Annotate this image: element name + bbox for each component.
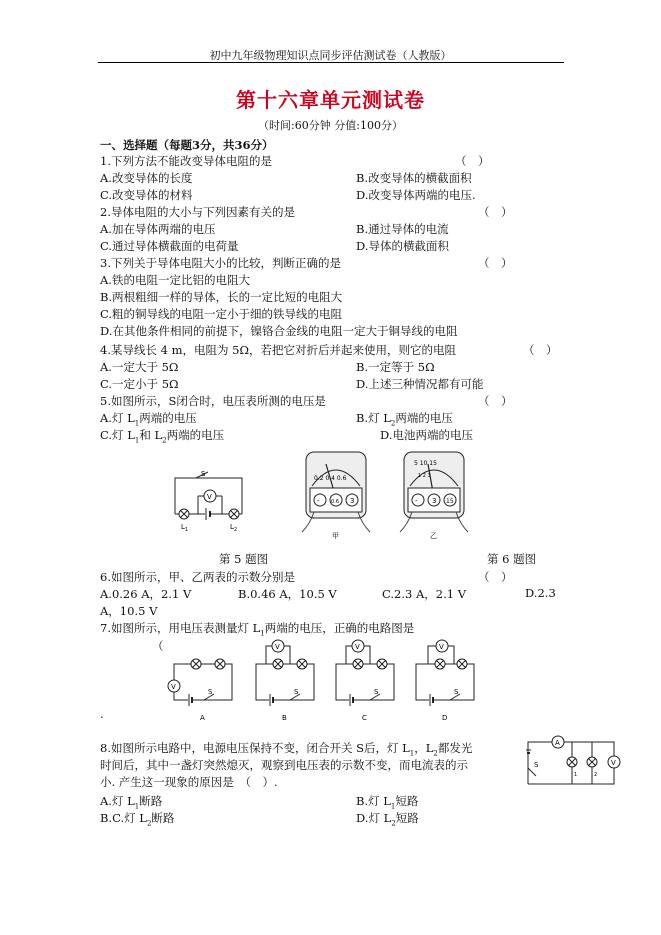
- q4-option-b: B.一定等于 5Ω: [356, 360, 435, 374]
- q8-option-d: D.灯 $L_2$短路: [356, 811, 419, 828]
- meter-jia-terminal-06: 0.6: [331, 499, 339, 505]
- meter-yi-terminal-3: 3: [432, 497, 437, 505]
- svg-text:V: V: [275, 643, 280, 651]
- fig5-circuit: [170, 468, 250, 533]
- fig5-lamp2-label: $L_2$: [230, 523, 238, 533]
- page-title: 第十六章单元测试卷: [236, 88, 425, 112]
- header-rule: [98, 62, 564, 63]
- q6-option-b: B.0.46 A，10.5 V: [238, 587, 337, 601]
- q7-label-d: D: [442, 714, 448, 722]
- q6-option-a: A.0.26 A，2.1 V: [100, 587, 192, 601]
- fig5-voltmeter-label: V: [207, 493, 212, 501]
- q8-circuit: [522, 734, 622, 792]
- q7-label-b: B: [282, 714, 287, 722]
- q8-option-a: A.灯 $L_1$断路: [100, 794, 163, 811]
- fig6-meter-jia: [300, 450, 372, 542]
- q6-option-d: D.2.3: [525, 586, 556, 600]
- q1-option-d: D.改变导体两端的电压.: [356, 188, 476, 202]
- q2-option-c: C.通过导体横截面的电荷量: [100, 239, 239, 253]
- q1-option-a: A.改变导体的长度: [100, 171, 193, 185]
- q8-lamp1-sub: 1: [574, 772, 578, 778]
- svg-text:S: S: [208, 688, 213, 696]
- q5-option-a: A.灯 $L_1$两端的电压: [100, 411, 197, 428]
- q1-option-c: C.改变导体的材料: [100, 188, 193, 202]
- svg-text:S: S: [294, 688, 299, 696]
- q2-option-a: A.加在导体两端的电压: [100, 222, 216, 236]
- q7-stem: 7.如图所示，用电压表测量灯 $L_1$两端的电压，正确的电路图是: [100, 621, 415, 638]
- running-header: 初中九年级物理知识点同步评估测试卷（人教版）: [209, 49, 452, 62]
- q6-option-c: C.2.3 A，2.1 V: [382, 587, 467, 601]
- q3-option-a: A.铁的电阻一定比铝的电阻大: [100, 273, 250, 287]
- meter-yi-label: 乙: [430, 532, 437, 540]
- svg-text:V: V: [355, 643, 360, 651]
- q5-option-b: B.灯 $L_2$两端的电压: [356, 411, 453, 428]
- q8-voltmeter-label: V: [611, 759, 616, 767]
- q7-answer-paren: （: [152, 639, 164, 653]
- q8-option-b: B.灯 $L_1$短路: [356, 794, 419, 811]
- q4-option-a: A.一定大于 5Ω: [100, 360, 179, 374]
- q8-lamp2-sub: 2: [594, 772, 598, 778]
- q6-answer-paren: （ ）: [478, 570, 513, 584]
- svg-text:V: V: [439, 643, 444, 651]
- q2-answer-paren: （ ）: [478, 205, 513, 219]
- q8-switch-label: S: [534, 761, 539, 769]
- fig6-caption: 第 6 题图: [487, 552, 537, 566]
- q1-option-b: B.改变导体的横截面积: [356, 171, 472, 185]
- meter-jia-scale: 0.2 0.4 0.6: [314, 475, 347, 482]
- q3-option-c: C.粗的铜导线的电阻一定小于细的铁导线的电阻: [100, 307, 343, 321]
- svg-text:S: S: [374, 688, 379, 696]
- q7-label-a: A: [200, 714, 205, 722]
- meter-yi-inner-scale: 1 2 3: [418, 473, 431, 479]
- q2-option-b: B.通过导体的电流: [356, 222, 449, 236]
- q4-option-d: D.上述三种情况都有可能: [356, 377, 484, 391]
- exam-info: （时间:60分钟 分值:100分）: [258, 119, 403, 132]
- q3-answer-paren: （ ）: [478, 256, 513, 270]
- q3-option-b: B.两根粗细一样的导体，长的一定比短的电阻大: [100, 290, 343, 304]
- q4-answer-paren: （ ）: [523, 343, 558, 357]
- q8-line1: 8.如图所示电路中，电源电压保持不变，闭合开关 S后，灯 $L_1$，$L_2$都发光: [100, 741, 473, 758]
- fig5-lamp1-label: $L_1$: [181, 523, 189, 533]
- q6-stem: 6.如图所示，甲、乙两表的示数分别是: [100, 570, 295, 584]
- meter-jia-terminal-3: 3: [350, 497, 355, 505]
- meter-jia-terminal-neg: -: [317, 497, 320, 505]
- q4-stem: 4.某导线长 4 m，电阻为 5Ω，若把它对折后并起来使用，则它的电阻: [100, 343, 457, 357]
- q7-circuit-options: [160, 634, 480, 726]
- q4-option-c: C.一定小于 5Ω: [100, 377, 179, 391]
- q7-label-c: C: [362, 714, 367, 722]
- meter-yi-terminal-15: 15: [446, 498, 454, 505]
- svg-text:S: S: [454, 688, 459, 696]
- q2-option-d: D.导体的横截面积: [356, 239, 449, 253]
- q8-line3: 小. 产生这一现象的原因是 （ ）.: [100, 775, 278, 789]
- q5-answer-paren: （ ）: [478, 394, 513, 408]
- q5-option-d: D.电池两端的电压: [380, 428, 473, 442]
- q8-ammeter-label: A: [555, 739, 560, 747]
- q8-option-c: B.C.灯 $L_2$断路: [100, 811, 175, 828]
- q5-stem: 5.如图所示，S闭合时，电压表所测的电压是: [100, 394, 326, 408]
- q1-answer-paren: （ ）: [455, 154, 490, 168]
- q3-stem: 3.下列关于导体电阻大小的比较，判断正确的是: [100, 256, 341, 270]
- meter-yi-scale: 5 10 15: [414, 460, 437, 467]
- q8-line2: 时间后，其中一盏灯突然熄灭，观察到电压表的示数不变，而电流表的示: [100, 758, 468, 772]
- q7-trailing-dot: .: [100, 707, 104, 721]
- q1-stem: 1.下列方法不能改变导体电阻的是: [100, 154, 272, 168]
- meter-yi-terminal-neg: -: [415, 497, 418, 505]
- fig6-meter-yi: [398, 450, 470, 542]
- svg-text:V: V: [171, 683, 176, 691]
- section-heading: 一、选择题（每题3分，共36分）: [100, 138, 274, 152]
- meter-jia-label: 甲: [332, 532, 339, 540]
- fig5-caption: 第 5 题图: [219, 552, 269, 566]
- fig5-switch-label: S: [201, 470, 206, 478]
- q3-option-d: D.在其他条件相同的前提下，镍铬合金线的电阻一定大于铜导线的电阻: [100, 324, 458, 338]
- q2-stem: 2.导体电阻的大小与下列因素有关的是: [100, 205, 295, 219]
- q5-option-c: C.灯 $L_1$和 $L_2$两端的电压: [100, 428, 225, 445]
- q6-option-d-cont: A，10.5 V: [100, 604, 158, 618]
